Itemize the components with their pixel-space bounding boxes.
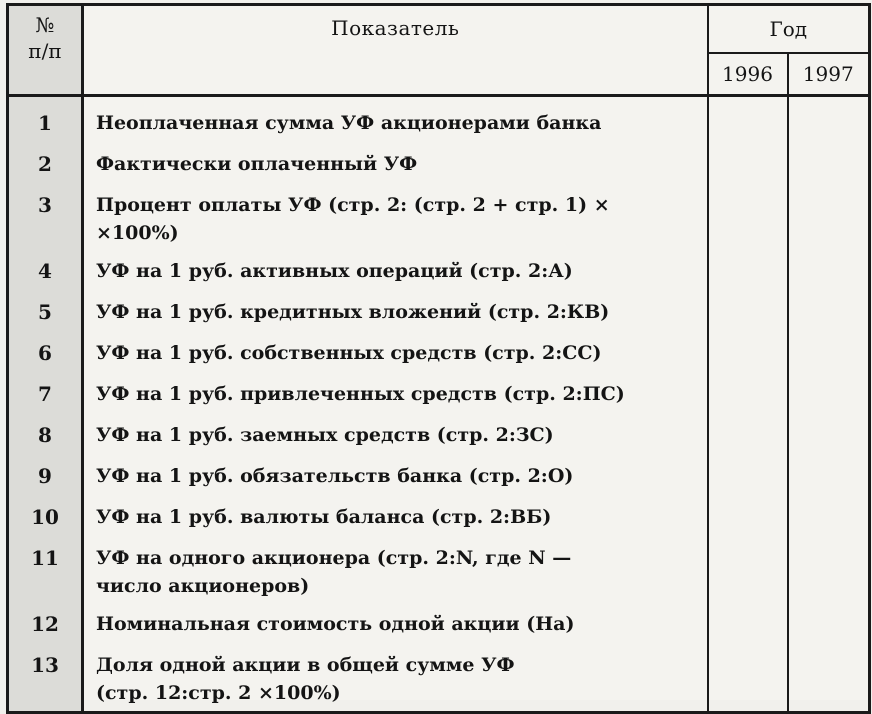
table-row [8, 187, 870, 253]
indicator-text-line: УФ на 1 руб. привлеченных средств (стр. 2:ПС) [96, 382, 625, 405]
row-indicator [83, 253, 708, 294]
row-number: 6 [8, 335, 83, 376]
row-indicator [83, 647, 708, 713]
indicator-text-line: УФ на 1 руб. активных операций (стр. 2:А) [96, 259, 573, 282]
table-row [8, 96, 870, 146]
indicator-text-line: УФ на 1 руб. валюты баланса (стр. 2:ВБ) [96, 505, 552, 528]
row-indicator [83, 146, 708, 187]
row-number: 2 [8, 146, 83, 187]
row-indicator [83, 458, 708, 499]
cell-1996 [708, 146, 788, 187]
cell-1996 [708, 606, 788, 647]
cell-1997 [788, 376, 870, 417]
table-row [8, 540, 870, 606]
header-year: Год [708, 5, 870, 54]
cell-1996 [708, 647, 788, 713]
cell-1996 [708, 187, 788, 253]
indicator-text-line: УФ на одного акционера (стр. 2:N, где N — [96, 546, 572, 569]
cell-1997 [788, 335, 870, 376]
indicator-text-line: УФ на 1 руб. собственных средств (стр. 2:СС) [96, 341, 602, 364]
cell-1997 [788, 253, 870, 294]
indicator-text-line: (стр. 12:стр. 2 ×100%) [96, 681, 341, 704]
row-number: 4 [8, 253, 83, 294]
cell-1997 [788, 540, 870, 606]
row-indicator [83, 376, 708, 417]
cell-1997 [788, 187, 870, 253]
row-number: 8 [8, 417, 83, 458]
indicator-text-line: число акционеров) [96, 574, 310, 597]
cell-1996 [708, 540, 788, 606]
indicator-table [6, 3, 871, 714]
header-year-1996: 1996 [708, 53, 788, 96]
header-year-1997: 1997 [788, 53, 870, 96]
cell-1997 [788, 96, 870, 146]
table-row [8, 647, 870, 713]
row-indicator [83, 540, 708, 606]
cell-1996 [708, 96, 788, 146]
row-number: 3 [8, 187, 83, 253]
indicator-text-line: Доля одной акции в общей сумме УФ [96, 653, 515, 676]
cell-1996 [708, 417, 788, 458]
table-row [8, 376, 870, 417]
row-number: 1 [8, 96, 83, 146]
indicator-text-line: Фактически оплаченный УФ [96, 152, 418, 175]
table-row [8, 417, 870, 458]
cell-1997 [788, 417, 870, 458]
header-indicator: Показатель [83, 5, 708, 96]
table-row [8, 335, 870, 376]
indicator-text-line: Неоплаченная сумма УФ акционерами банка [96, 112, 602, 134]
row-indicator [83, 294, 708, 335]
cell-1996 [708, 499, 788, 540]
header-number-abbr: п/п [28, 39, 62, 63]
table-row [8, 146, 870, 187]
indicator-text-line: Номинальная стоимость одной акции (На) [96, 612, 575, 635]
table-row [8, 499, 870, 540]
header-number [8, 5, 83, 96]
cell-1997 [788, 647, 870, 713]
cell-1997 [788, 606, 870, 647]
row-indicator [83, 417, 708, 458]
row-indicator [83, 606, 708, 647]
row-indicator [83, 335, 708, 376]
table-row [8, 458, 870, 499]
row-indicator [83, 499, 708, 540]
table-row [8, 294, 870, 335]
cell-1996 [708, 458, 788, 499]
cell-1997 [788, 294, 870, 335]
cell-1996 [708, 253, 788, 294]
row-number: 5 [8, 294, 83, 335]
table-row [8, 606, 870, 647]
row-indicator [83, 187, 708, 253]
table-row [8, 253, 870, 294]
cell-1996 [708, 335, 788, 376]
indicator-text-line: УФ на 1 руб. заемных средств (стр. 2:ЗС) [96, 423, 554, 446]
row-number: 9 [8, 458, 83, 499]
row-number: 10 [8, 499, 83, 540]
indicator-text-line: ×100%) [96, 221, 179, 244]
cell-1997 [788, 458, 870, 499]
cell-1996 [708, 376, 788, 417]
indicator-text-line: Процент оплаты УФ (стр. 2: (стр. 2 + стр. 1) × [96, 193, 610, 216]
header-number-sign: № [35, 13, 55, 37]
row-indicator [83, 96, 708, 146]
indicator-text-line: УФ на 1 руб. обязательств банка (стр. 2:О) [96, 464, 574, 487]
row-number: 12 [8, 606, 83, 647]
cell-1997 [788, 146, 870, 187]
indicator-text-line: УФ на 1 руб. кредитных вложений (стр. 2:КВ) [96, 300, 610, 323]
cell-1997 [788, 499, 870, 540]
row-number: 7 [8, 376, 83, 417]
row-number: 11 [8, 540, 83, 606]
document-page [6, 3, 868, 704]
cell-1996 [708, 294, 788, 335]
row-number: 13 [8, 647, 83, 713]
